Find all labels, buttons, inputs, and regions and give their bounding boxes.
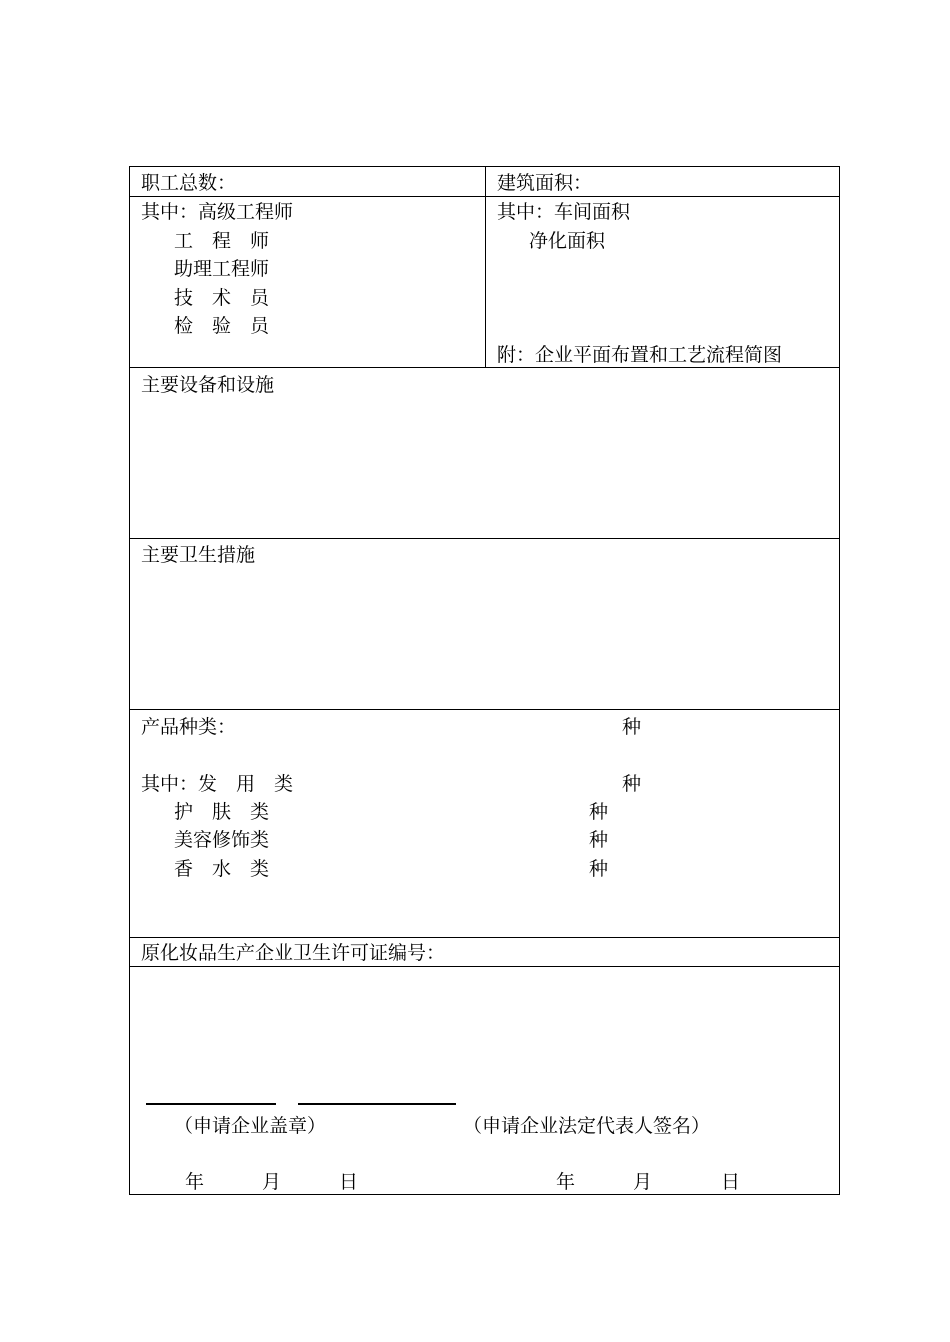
signature-cell: [129, 966, 840, 1195]
product-skin-unit: 种: [589, 801, 609, 823]
product-makeup-label: 美容修饰类: [174, 829, 270, 851]
staff-assistant-engineer: 助理工程师: [174, 258, 270, 280]
seal-date-day: 日: [339, 1171, 359, 1193]
building-area-label: 建筑面积：: [497, 172, 593, 194]
representative-label: （申请企业法定代表人签名）: [463, 1115, 711, 1137]
equipment-label: 主要设备和设施: [141, 374, 275, 396]
seal-label: （申请企业盖章）: [174, 1115, 327, 1137]
product-perfume-unit: 种: [589, 858, 609, 880]
product-hair-label: 其中：发 用 类: [141, 773, 294, 795]
attachment-note: 附：企业平面布置和工艺流程简图: [497, 344, 783, 366]
staff-technician: 技 术 员: [174, 287, 270, 309]
staff-total-label: 职工总数：: [141, 172, 237, 194]
staff-engineer: 工 程 师: [174, 230, 270, 252]
products-cell: [129, 709, 840, 938]
building-area-cell: [485, 166, 840, 197]
clean-area-label: 净化面积: [529, 230, 606, 252]
product-skin-label: 护 肤 类: [174, 801, 270, 823]
equipment-cell: [129, 367, 840, 539]
license-label: 原化妆品生产企业卫生许可证编号：: [141, 942, 446, 964]
staff-inspector: 检 验 员: [174, 315, 270, 337]
product-hair-unit: 种: [622, 773, 642, 795]
staff-breakdown-cell: [129, 196, 486, 368]
hygiene-cell: [129, 538, 840, 710]
products-label: 产品种类：: [141, 716, 237, 738]
staff-total-cell: [129, 166, 486, 197]
seal-line: [146, 1103, 276, 1105]
rep-date-day: 日: [721, 1171, 741, 1193]
product-makeup-unit: 种: [589, 829, 609, 851]
hygiene-label: 主要卫生措施: [141, 544, 256, 566]
rep-date-year: 年: [556, 1171, 576, 1193]
license-cell: [129, 937, 840, 967]
products-unit: 种: [622, 716, 642, 738]
seal-date-year: 年: [185, 1171, 205, 1193]
seal-date-month: 月: [262, 1171, 282, 1193]
rep-date-month: 月: [633, 1171, 653, 1193]
product-perfume-label: 香 水 类: [174, 858, 270, 880]
signature-line: [298, 1103, 456, 1105]
workshop-area-label: 其中：车间面积: [497, 201, 631, 223]
area-breakdown-cell: [485, 196, 840, 368]
staff-senior-engineer: 其中：高级工程师: [141, 201, 294, 223]
